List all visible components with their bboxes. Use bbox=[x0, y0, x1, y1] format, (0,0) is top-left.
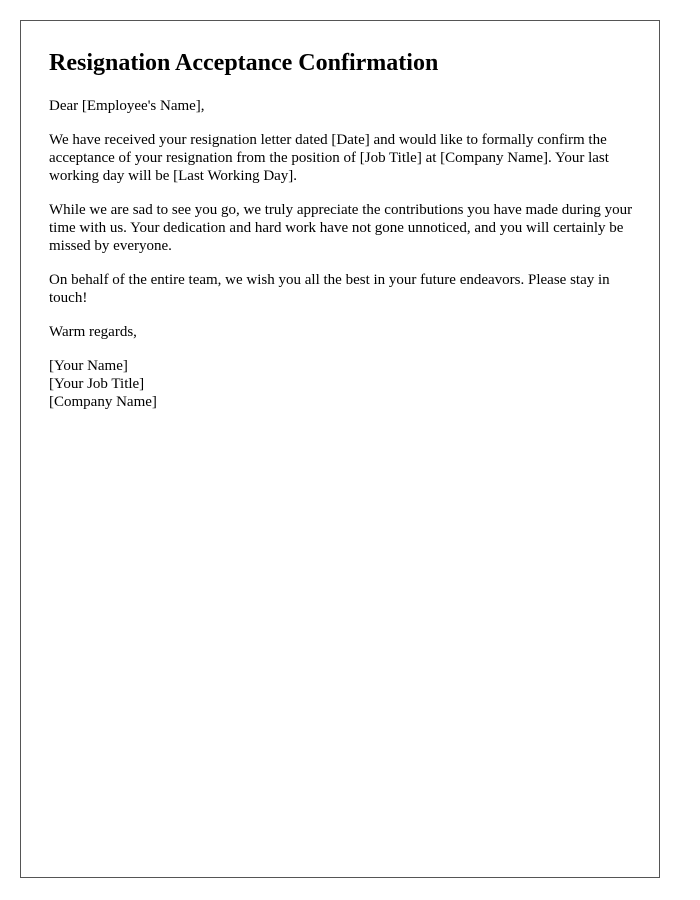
paragraph-well-wishes: On behalf of the entire team, we wish you all the best in your future endeavors. Please stay in touch! bbox=[49, 272, 610, 306]
salutation: Dear [Employee's Name], bbox=[49, 98, 205, 114]
paragraph-confirmation: We have received your resignation letter dated [Date] and would like to formally confirm the acceptance of your resignation from the position of [Job Title] at [Company Name]. Your last working day will be [Last Working Day]. bbox=[49, 132, 609, 184]
letter-page bbox=[20, 20, 660, 878]
letter-content bbox=[49, 49, 639, 411]
signature-company: [Company Name] bbox=[49, 394, 157, 410]
letter-title: Resignation Acceptance Confirmation bbox=[49, 50, 439, 76]
signature-block bbox=[49, 357, 639, 411]
signature-job-title: [Your Job Title] bbox=[49, 376, 145, 392]
signature-name: [Your Name] bbox=[49, 358, 128, 374]
paragraph-appreciation: While we are sad to see you go, we truly appreciate the contributions you have made during your time with us. Your dedication and hard work have not gone unnoticed, and you will certainly be missed by everyone. bbox=[49, 202, 633, 254]
closing: Warm regards, bbox=[49, 324, 137, 340]
